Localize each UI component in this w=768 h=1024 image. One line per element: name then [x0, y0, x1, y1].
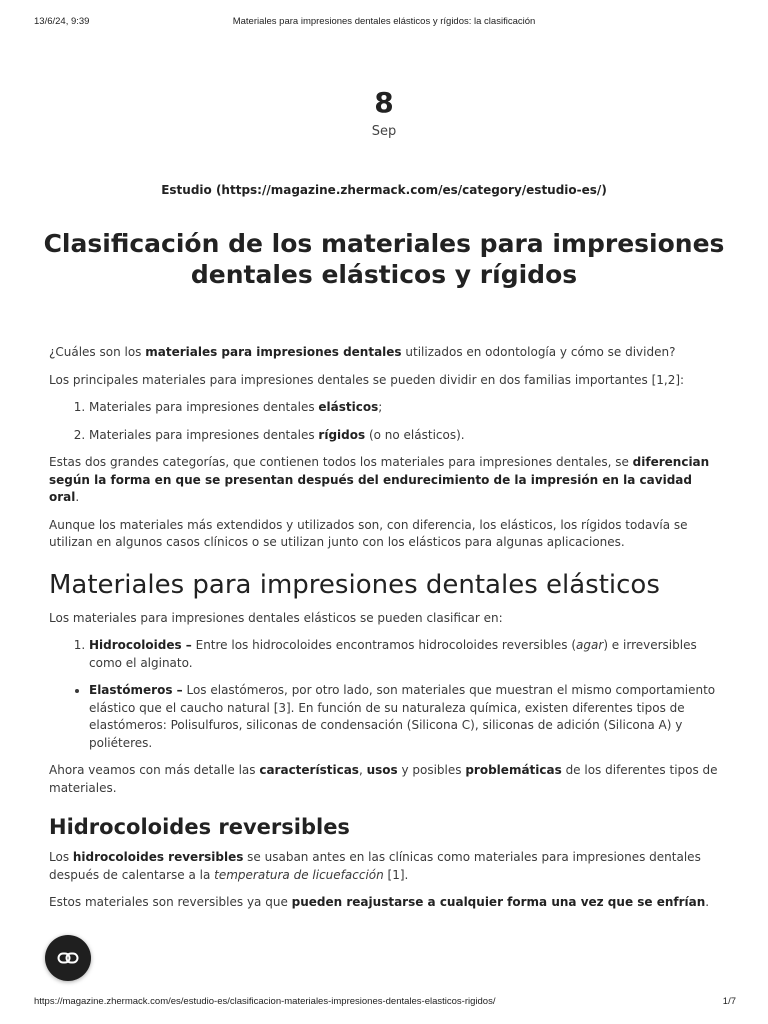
post-date-day: 8 — [374, 86, 394, 119]
print-footer — [0, 996, 768, 1010]
list-item: • Elastómeros – Los elastómeros, por otro lado, son materiales que muestran el mismo comportamiento elástico que el caucho natural [3]. En función de su naturaleza química, existen diferentes tipos de elastómeros: Polisulfuros, siliconas de condensación (Silicona C), siliconas de adición (Silicona A) y poliéteres. — [89, 682, 719, 752]
families-list — [89, 399, 719, 444]
intro-question: ¿Cuáles son los materiales para impresiones dentales utilizados en odontología y cómo se dividen? — [49, 345, 676, 359]
section-heading-reversible: Hidrocoloides reversibles — [49, 815, 350, 839]
list-item: 1. Hidrocoloides – Entre los hidrocoloides encontramos hidrocoloides reversibles (agar) e irreversibles como el alginato. — [89, 637, 719, 672]
section-heading-elastic: Materiales para impresiones dentales elásticos — [49, 569, 660, 600]
reversible-paragraph-2: Estos materiales son reversibles ya que pueden reajustarse a cualquier forma una vez que se enfrían. — [49, 895, 710, 909]
reversible-paragraph: Los hidrocoloides reversibles se usaban antes en las clínicas como materiales para impresiones dentales después de calentarse a la temperatura de licuefacción [1]. — [49, 850, 701, 882]
categories-paragraph: Estas dos grandes categorías, que contienen todos los materiales para impresiones dentales, se diferencian según la forma en que se presentan después del endurecimiento de la impresión en la cavidad oral. — [49, 455, 710, 504]
elastomers-list — [89, 682, 719, 752]
elastic-types-list — [89, 637, 719, 672]
list-item: 1. Materiales para impresiones dentales elásticos; — [89, 399, 719, 417]
article-content — [49, 344, 719, 922]
article-title: Clasificación de los materiales para impresiones dentales elásticos y rígidos — [43, 229, 725, 289]
elastic-intro: Los materiales para impresiones dentales elásticos se pueden clasificar en: — [49, 610, 503, 625]
print-header — [0, 16, 768, 30]
print-datetime: 13/6/24, 9:39 — [34, 16, 90, 27]
category-link[interactable]: Estudio (https://magazine.zhermack.com/es/category/estudio-es/) — [161, 183, 607, 197]
print-url: https://magazine.zhermack.com/es/estudio-es/clasificacion-materiales-impresiones-dentales-elasticos-rigidos/ — [34, 996, 496, 1007]
intro-families: Los principales materiales para impresiones dentales se pueden dividir en dos familias importantes [1,2]: — [49, 372, 685, 387]
link-button[interactable] — [45, 935, 91, 981]
details-paragraph: Ahora veamos con más detalle las características, usos y posibles problemáticas de los diferentes tipos de materiales. — [49, 763, 718, 795]
post-date-month: Sep — [371, 124, 397, 139]
page-number: 1/7 — [722, 996, 736, 1007]
list-item: 2. Materiales para impresiones dentales rígidos (o no elásticos). — [89, 427, 719, 445]
print-page-title: Materiales para impresiones dentales elásticos y rígidos: la clasificación — [232, 16, 536, 27]
usage-paragraph: Aunque los materiales más extendidos y utilizados son, con diferencia, los elásticos, los rígidos todavía se utilizan en algunos casos clínicos o se utilizan junto con los elásticos para algunas aplicaciones. — [49, 517, 688, 549]
link-icon — [57, 949, 79, 968]
